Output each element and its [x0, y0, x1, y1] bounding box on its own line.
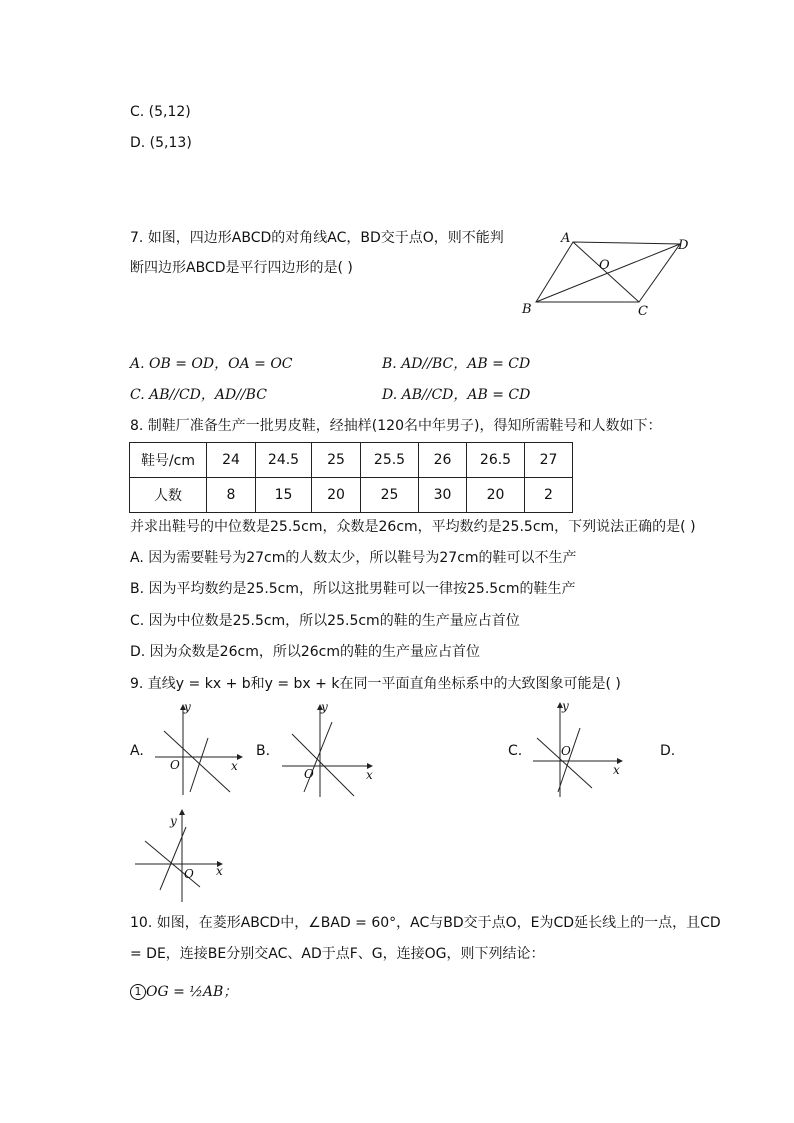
table-cell: 24 — [207, 443, 256, 478]
label-c: C — [638, 304, 648, 319]
table-row-counts — [130, 478, 573, 513]
q7-stem-line2: 断四边形ABCD是平行四边形的是( ) — [130, 260, 353, 276]
y-label: y — [562, 700, 569, 713]
table-cell: 27 — [525, 443, 573, 478]
table-cell: 30 — [419, 478, 467, 513]
table-cell: 26 — [419, 443, 467, 478]
label-b: B — [522, 302, 532, 317]
q9-label-d: D. — [660, 743, 676, 759]
label-d: D — [678, 238, 689, 253]
y-label: y — [321, 700, 328, 714]
q9-label-a: A. — [130, 743, 144, 759]
q9-stem: 9. 直线y = kx + b和y = bx + k在同一平面直角坐标系中的大致图象可能是( ) — [130, 676, 621, 692]
q9-label-c: C. — [508, 743, 523, 759]
q7-option-a: A. OB = OD，OA = OC — [130, 356, 293, 372]
q8-after-table: 并求出鞋号的中位数是25.5cm，众数是26cm，平均数约是25.5cm，下列说法正确的是( ) — [130, 519, 696, 535]
origin-label: O — [561, 744, 571, 758]
table-row-sizes — [130, 443, 573, 478]
q8-option-b: B. 因为平均数约是25.5cm，所以这批男鞋可以一律按25.5cm的鞋生产 — [130, 581, 576, 597]
label-a: A — [561, 231, 571, 246]
q8-option-a: A. 因为需要鞋号为27cm的人数太少，所以鞋号为27cm的鞋可以不生产 — [130, 550, 577, 566]
table-cell: 8 — [207, 478, 256, 513]
q10-conclusion-1 — [130, 982, 237, 1002]
origin-label: O — [184, 867, 194, 881]
table-cell: 2 — [525, 478, 573, 513]
q10-stem-line1: 10. 如图，在菱形ABCD中，∠BAD = 60°，AC与BD交于点O，E为CD延长线上的一点，且CD — [130, 915, 721, 931]
table-cell: 25 — [361, 478, 419, 513]
table-cell: 25.5 — [361, 443, 419, 478]
q9-label-b: B. — [256, 743, 271, 759]
label-o: O — [599, 258, 610, 273]
x-label: x — [613, 763, 620, 777]
y-label: y — [184, 700, 191, 714]
q7-option-d: D. AB//CD，AB = CD — [382, 387, 531, 403]
q9-graph-a — [150, 700, 250, 800]
shoe-size-table — [129, 442, 573, 513]
table-header-size: 鞋号/cm — [130, 443, 207, 478]
q9-graph-d — [130, 805, 230, 905]
q9-graph-c — [530, 700, 630, 800]
diagonal-bd — [536, 244, 680, 302]
table-cell: 20 — [467, 478, 525, 513]
x-label: x — [231, 759, 238, 773]
y-label: y — [170, 814, 177, 828]
table-cell: 25 — [312, 443, 361, 478]
q10-stem-line2: = DE，连接BE分别交AC、AD于点F、G，连接OG，则下列结论： — [130, 946, 545, 962]
table-header-count: 人数 — [130, 478, 207, 513]
table-cell: 24.5 — [256, 443, 312, 478]
line-2 — [304, 722, 332, 792]
q8-stem: 8. 制鞋厂准备生产一批男皮鞋，经抽样(120名中年男子)，得知所需鞋号和人数如下： — [130, 418, 662, 434]
q8-option-d: D. 因为众数是26cm，所以26cm的鞋的生产量应占首位 — [130, 644, 480, 660]
origin-label: O — [304, 767, 314, 781]
table-cell: 20 — [312, 478, 361, 513]
circled-number: 1 — [130, 984, 146, 1000]
q7-option-b: B. AD//BC，AB = CD — [382, 356, 531, 372]
table-cell: 15 — [256, 478, 312, 513]
table-cell: 26.5 — [467, 443, 525, 478]
origin-label: O — [170, 758, 180, 772]
q6-option-c: C. (5,12) — [130, 104, 191, 120]
x-label: x — [216, 864, 223, 878]
line-2 — [190, 738, 208, 792]
q8-option-c: C. 因为中位数是25.5cm，所以25.5cm的鞋的生产量应占首位 — [130, 613, 520, 629]
q7-stem-line1: 7. 如图，四边形ABCD的对角线AC，BD交于点O，则不能判 — [130, 230, 504, 246]
q6-option-d: D. (5,13) — [130, 135, 192, 151]
q7-parallelogram-figure — [510, 225, 700, 320]
x-label: x — [366, 768, 373, 782]
conclusion-text: OG = ½AB； — [146, 984, 238, 1000]
q9-graph-b — [280, 700, 380, 800]
q7-option-c: C. AB//CD，AD//BC — [130, 387, 267, 403]
